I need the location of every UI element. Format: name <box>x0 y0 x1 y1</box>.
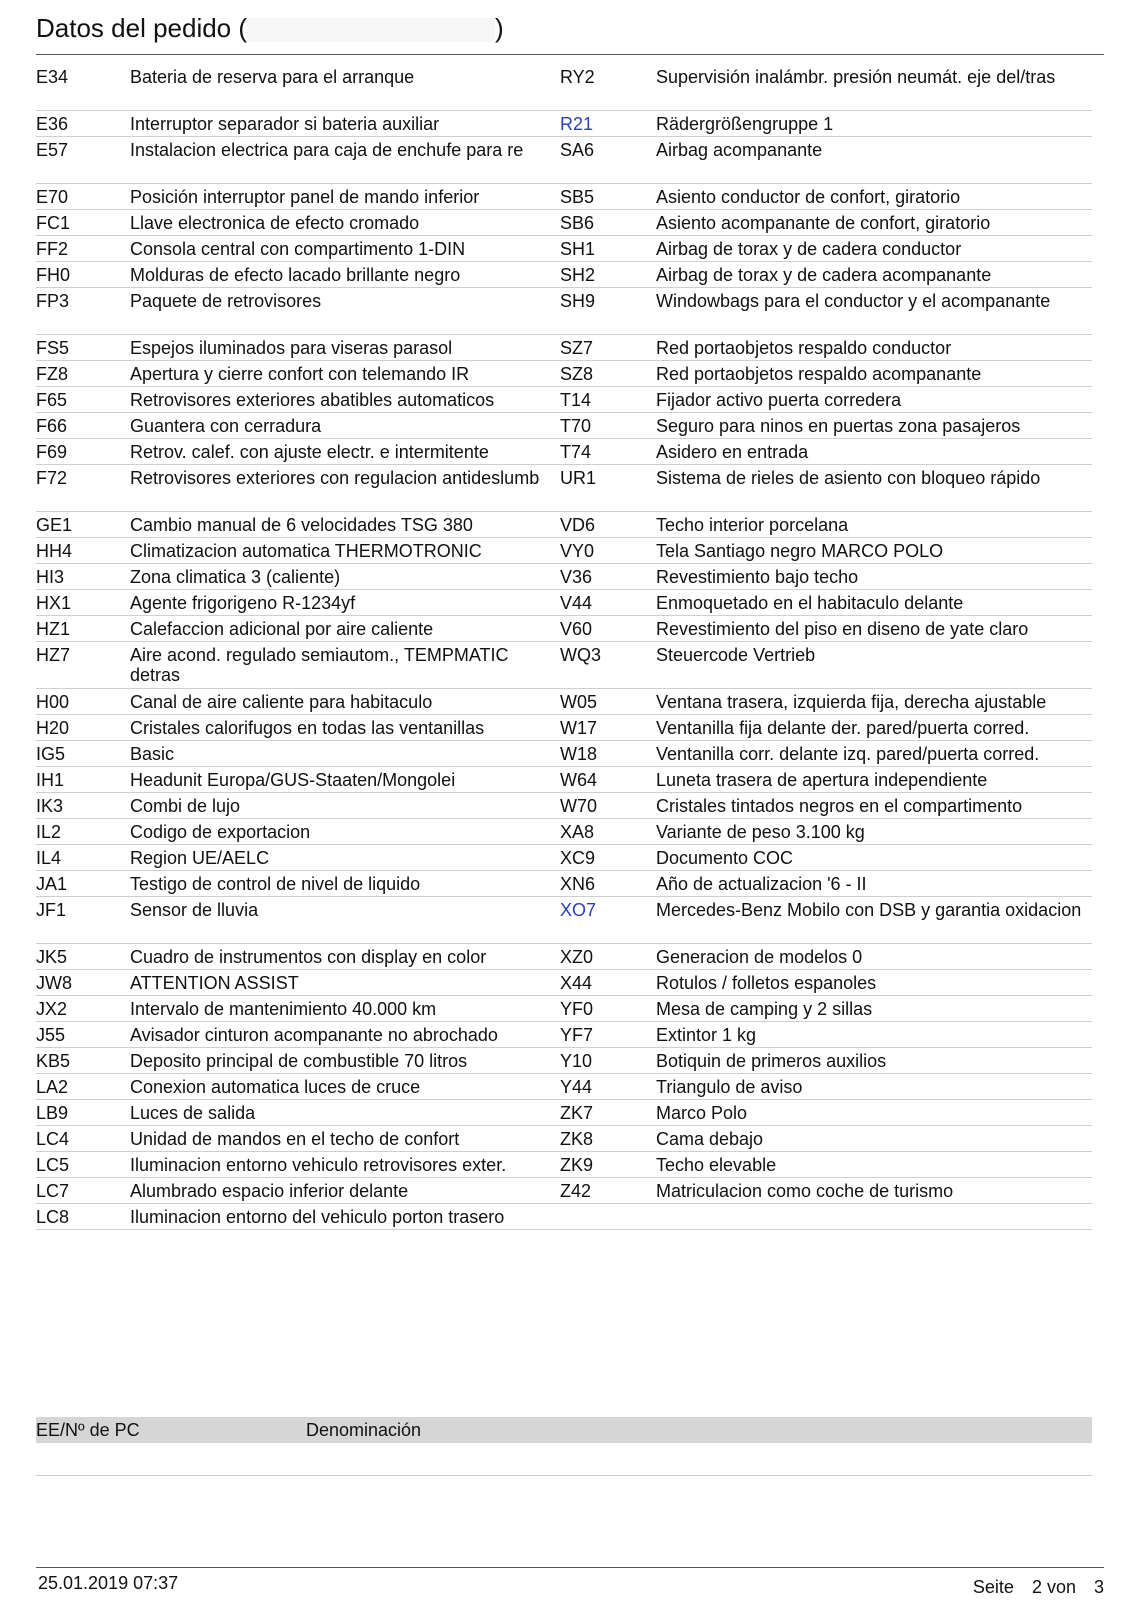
table-row <box>36 767 1092 793</box>
right-code-cell: V44 <box>560 593 593 613</box>
header-divider <box>36 54 1104 55</box>
table-row <box>36 1048 1092 1074</box>
right-description-cell: Extintor 1 kg <box>656 1025 757 1045</box>
left-code-cell: FP3 <box>36 291 70 311</box>
right-description-cell: Red portaobjetos respaldo conductor <box>656 338 952 358</box>
right-description-cell: Airbag de torax y de cadera acompanante <box>656 265 992 285</box>
right-code-cell: RY2 <box>560 67 595 87</box>
right-description-cell: Documento COC <box>656 848 794 868</box>
document-header <box>36 12 1104 44</box>
right-code-cell: VY0 <box>560 541 595 561</box>
left-description-cell: Climatizacion automatica THERMOTRONIC <box>130 541 482 561</box>
left-code-cell: H20 <box>36 718 70 738</box>
right-description-cell: Revestimiento del piso en diseno de yate claro <box>656 619 1029 639</box>
right-description-cell: Sistema de rieles de asiento con bloqueo rápido <box>656 468 1041 488</box>
title-suffix: ) <box>495 13 504 43</box>
left-code-cell: FS5 <box>36 338 70 358</box>
title-prefix: Datos del pedido ( <box>36 13 248 43</box>
table-row <box>36 1126 1092 1152</box>
right-description-cell: Ventana trasera, izquierda fija, derecha ajustable <box>656 692 1047 712</box>
right-description-cell: Botiquin de primeros auxilios <box>656 1051 887 1071</box>
right-description-cell: Seguro para ninos en puertas zona pasajeros <box>656 416 1021 436</box>
right-code-cell: UR1 <box>560 468 597 488</box>
table-row <box>36 741 1092 767</box>
left-code-cell: IL2 <box>36 822 62 842</box>
page-title <box>36 12 1104 44</box>
left-description-cell: ATTENTION ASSIST <box>130 973 299 993</box>
right-description-cell: Generacion de modelos 0 <box>656 947 863 967</box>
left-description-cell: Calefaccion adicional por aire caliente <box>130 619 434 639</box>
right-description-cell: Variante de peso 3.100 kg <box>656 822 865 842</box>
right-description-cell: Marco Polo <box>656 1103 748 1123</box>
right-code-cell: SZ8 <box>560 364 594 384</box>
right-code-cell: W70 <box>560 796 598 816</box>
right-code-cell: Y10 <box>560 1051 593 1071</box>
left-code-cell: LC5 <box>36 1155 70 1175</box>
right-description-cell: Red portaobjetos respaldo acompanante <box>656 364 982 384</box>
right-description-cell: Ventanilla corr. delante izq. pared/puerta corred. <box>656 744 1040 764</box>
right-description-cell: Revestimiento bajo techo <box>656 567 859 587</box>
right-code-cell: Y44 <box>560 1077 593 1097</box>
page-word: Seite <box>972 1577 1014 1597</box>
right-code-cell: W64 <box>560 770 598 790</box>
table-row <box>36 413 1092 439</box>
right-code-cell: XC9 <box>560 848 596 868</box>
left-code-cell: HZ1 <box>36 619 71 639</box>
pc-table-header <box>36 1417 1092 1443</box>
right-code-cell: V36 <box>560 567 593 587</box>
left-description-cell: Molduras de efecto lacado brillante negro <box>130 265 461 285</box>
right-code-cell: ZK8 <box>560 1129 594 1149</box>
right-code-cell: ZK7 <box>560 1103 594 1123</box>
table-row <box>36 262 1092 288</box>
right-code-cell: XA8 <box>560 822 595 842</box>
table-row <box>36 1152 1092 1178</box>
right-code-cell: SH1 <box>560 239 596 259</box>
left-description-cell: Region UE/AELC <box>130 848 270 868</box>
left-description-cell: Cristales calorifugos en todas las ventanillas <box>130 718 485 738</box>
right-code-cell: R21 <box>560 114 594 134</box>
right-description-cell: Enmoquetado en el habitaculo delante <box>656 593 964 613</box>
left-description-cell: Combi de lujo <box>130 796 241 816</box>
right-description-cell: Tela Santiago negro MARCO POLO <box>656 541 944 561</box>
right-code-cell <box>560 1207 656 1229</box>
table-row <box>36 137 1092 184</box>
left-description-cell: Retrov. calef. con ajuste electr. e intermitente <box>130 442 489 462</box>
right-code-cell: XO7 <box>560 900 597 920</box>
left-code-cell: JW8 <box>36 973 72 993</box>
right-code-cell: SH2 <box>560 265 596 285</box>
right-description-cell: Windowbags para el conductor y el acompanante <box>656 291 1051 311</box>
right-code-cell: W17 <box>560 718 598 738</box>
left-description-cell: Retrovisores exteriores abatibles automaticos <box>130 390 495 410</box>
right-code-cell: X44 <box>560 973 593 993</box>
right-code-cell: XN6 <box>560 874 596 894</box>
right-code-cell: WQ3 <box>560 645 602 665</box>
right-code-cell: T70 <box>560 416 592 436</box>
left-code-cell: F65 <box>36 390 68 410</box>
right-description-cell: Fijador activo puerta corredera <box>656 390 902 410</box>
left-description-cell: Paquete de retrovisores <box>130 291 322 311</box>
right-code-cell: SH9 <box>560 291 596 311</box>
left-description-cell: Testigo de control de nivel de liquido <box>130 874 421 894</box>
right-code-cell: YF0 <box>560 999 594 1019</box>
right-code-cell: SA6 <box>560 140 595 160</box>
table-row <box>36 111 1092 137</box>
page-total: 3 <box>1093 1577 1104 1597</box>
left-code-cell: LC8 <box>36 1207 70 1227</box>
left-code-cell: F69 <box>36 442 68 462</box>
left-description-cell: Canal de aire caliente para habitaculo <box>130 692 433 712</box>
table-row <box>36 944 1092 970</box>
right-description-cell: Rotulos / folletos espanoles <box>656 973 877 993</box>
right-code-cell: V60 <box>560 619 593 639</box>
left-code-cell: GE1 <box>36 515 73 535</box>
right-description-cell: Techo elevable <box>656 1155 777 1175</box>
left-description-cell: Sensor de lluvia <box>130 900 259 920</box>
left-description-cell: Espejos iluminados para viseras parasol <box>130 338 453 358</box>
left-code-cell: LC4 <box>36 1129 70 1149</box>
table-row <box>36 642 1092 689</box>
left-code-cell: F66 <box>36 416 68 436</box>
left-description-cell: Interruptor separador si bateria auxiliar <box>130 114 440 134</box>
left-description-cell: Alumbrado espacio inferior delante <box>130 1181 409 1201</box>
left-code-cell: HH4 <box>36 541 73 561</box>
left-code-cell: JK5 <box>36 947 68 967</box>
print-datetime: 25.01.2019 07:37 <box>38 1573 179 1593</box>
table-row <box>36 715 1092 741</box>
table-row <box>36 288 1092 335</box>
left-code-cell: KB5 <box>36 1051 71 1071</box>
left-code-cell: H00 <box>36 692 70 712</box>
table-row <box>36 361 1092 387</box>
right-description-cell: Steuercode Vertrieb <box>656 645 816 665</box>
left-description-cell: Bateria de reserva para el arranque <box>130 67 415 87</box>
left-code-cell: J55 <box>36 1025 66 1045</box>
table-row <box>36 1022 1092 1048</box>
left-code-cell: FC1 <box>36 213 71 233</box>
right-description-cell <box>656 1207 1092 1229</box>
left-code-cell: E70 <box>36 187 69 207</box>
table-row <box>36 335 1092 361</box>
right-description-cell: Rädergrößengruppe 1 <box>656 114 834 134</box>
left-code-cell: HI3 <box>36 567 65 587</box>
table-row <box>36 439 1092 465</box>
table-row <box>36 616 1092 642</box>
table-row <box>36 387 1092 413</box>
left-code-cell: E36 <box>36 114 69 134</box>
right-code-cell: YF7 <box>560 1025 594 1045</box>
right-description-cell: Airbag acompanante <box>656 140 823 160</box>
right-description-cell: Asiento conductor de confort, giratorio <box>656 187 961 207</box>
table-row <box>36 996 1092 1022</box>
table-row <box>36 590 1092 616</box>
table-row <box>36 236 1092 262</box>
left-description-cell: Instalacion electrica para caja de enchufe para re <box>130 140 524 160</box>
left-description-cell: Llave electronica de efecto cromado <box>130 213 420 233</box>
left-description-cell: Intervalo de mantenimiento 40.000 km <box>130 999 437 1019</box>
left-code-cell: HX1 <box>36 593 72 613</box>
table-row <box>36 970 1092 996</box>
left-code-cell: JX2 <box>36 999 68 1019</box>
page-number: 2 von <box>1031 1577 1076 1597</box>
pc-number-column-header: EE/Nº de PC <box>36 1420 140 1440</box>
right-description-cell: Techo interior porcelana <box>656 515 849 535</box>
table-row <box>36 465 1092 512</box>
footer-divider <box>36 1567 1104 1568</box>
left-description-cell: Conexion automatica luces de cruce <box>130 1077 421 1097</box>
right-code-cell: ZK9 <box>560 1155 594 1175</box>
right-code-cell: T74 <box>560 442 592 462</box>
right-description-cell: Triangulo de aviso <box>656 1077 803 1097</box>
right-description-cell: Luneta trasera de apertura independiente <box>656 770 988 790</box>
table-row <box>36 538 1092 564</box>
left-description-cell: Deposito principal de combustible 70 litros <box>130 1051 468 1071</box>
redacted-order-number <box>247 18 495 42</box>
table-row <box>36 1074 1092 1100</box>
left-code-cell: E57 <box>36 140 69 160</box>
left-code-cell: LC7 <box>36 1181 70 1201</box>
right-description-cell: Asiento acompanante de confort, giratorio <box>656 213 991 233</box>
pc-table-divider <box>36 1475 1092 1476</box>
right-description-cell: Matriculacion como coche de turismo <box>656 1181 954 1201</box>
designation-column-header: Denominación <box>306 1420 422 1440</box>
left-code-cell: IK3 <box>36 796 64 816</box>
right-description-cell: Cama debajo <box>656 1129 764 1149</box>
right-description-cell: Ventanilla fija delante der. pared/puerta corred. <box>656 718 1030 738</box>
right-code-cell: VD6 <box>560 515 596 535</box>
table-row <box>36 1178 1092 1204</box>
right-code-cell: SB6 <box>560 213 595 233</box>
left-description-cell: Posición interruptor panel de mando inferior <box>130 187 480 207</box>
left-description-cell: Iluminacion entorno vehiculo retrovisores exter. <box>130 1155 507 1175</box>
right-code-cell: T14 <box>560 390 592 410</box>
left-code-cell: HZ7 <box>36 645 71 665</box>
left-code-cell: IH1 <box>36 770 65 790</box>
table-row <box>36 210 1092 236</box>
right-code-cell: W05 <box>560 692 598 712</box>
left-description-cell: Aire acond. regulado semiautom., TEMPMATIC detras <box>130 645 509 685</box>
left-description-cell: Cambio manual de 6 velocidades TSG 380 <box>130 515 473 535</box>
left-description-cell: Retrovisores exteriores con regulacion antideslumb <box>130 468 540 488</box>
left-code-cell: JA1 <box>36 874 68 894</box>
table-row <box>36 819 1092 845</box>
table-row <box>36 564 1092 590</box>
left-description-cell: Basic <box>130 744 175 764</box>
left-description-cell: Codigo de exportacion <box>130 822 311 842</box>
code-table <box>36 64 1092 1230</box>
left-code-cell: FH0 <box>36 265 71 285</box>
table-row <box>36 184 1092 210</box>
left-code-cell: F72 <box>36 468 68 488</box>
left-description-cell: Iluminacion entorno del vehiculo porton trasero <box>130 1207 505 1227</box>
left-description-cell: Apertura y cierre confort con telemando IR <box>130 364 470 384</box>
right-description-cell: Año de actualizacion '6 - II <box>656 874 867 894</box>
left-description-cell: Unidad de mandos en el techo de confort <box>130 1129 460 1149</box>
left-description-cell: Luces de salida <box>130 1103 256 1123</box>
right-code-cell: SB5 <box>560 187 595 207</box>
left-description-cell: Agente frigorigeno R-1234yf <box>130 593 356 613</box>
table-row <box>36 845 1092 871</box>
left-code-cell: IL4 <box>36 848 62 868</box>
left-description-cell: Cuadro de instrumentos con display en color <box>130 947 487 967</box>
table-row <box>36 689 1092 715</box>
table-row <box>36 1100 1092 1126</box>
right-description-cell: Asidero en entrada <box>656 442 809 462</box>
right-description-cell: Cristales tintados negros en el compartimento <box>656 796 1023 816</box>
left-description-cell: Avisador cinturon acompanante no abrochado <box>130 1025 498 1045</box>
left-description-cell: Headunit Europa/GUS-Staaten/Mongolei <box>130 770 456 790</box>
right-code-cell: W18 <box>560 744 598 764</box>
left-code-cell: E34 <box>36 67 69 87</box>
table-row <box>36 793 1092 819</box>
left-code-cell: FF2 <box>36 239 69 259</box>
left-code-cell: LB9 <box>36 1103 69 1123</box>
right-code-cell: SZ7 <box>560 338 594 358</box>
page-indicator <box>955 1575 1104 1599</box>
table-row <box>36 64 1092 111</box>
right-code-cell: XZ0 <box>560 947 594 967</box>
right-description-cell: Mesa de camping y 2 sillas <box>656 999 873 1019</box>
right-description-cell: Airbag de torax y de cadera conductor <box>656 239 962 259</box>
left-code-cell: LA2 <box>36 1077 69 1097</box>
left-description-cell: Consola central con compartimento 1-DIN <box>130 239 466 259</box>
left-code-cell: FZ8 <box>36 364 69 384</box>
left-code-cell: JF1 <box>36 900 67 920</box>
table-row <box>36 897 1092 944</box>
left-code-cell: IG5 <box>36 744 66 764</box>
right-code-cell: Z42 <box>560 1181 592 1201</box>
table-row <box>36 871 1092 897</box>
right-description-cell: Mercedes-Benz Mobilo con DSB y garantia oxidacion <box>656 900 1082 920</box>
table-row <box>36 1204 1092 1230</box>
left-description-cell: Zona climatica 3 (caliente) <box>130 567 341 587</box>
left-description-cell: Guantera con cerradura <box>130 416 322 436</box>
right-description-cell: Supervisión inalámbr. presión neumát. eje del/tras <box>656 67 1056 87</box>
table-row <box>36 512 1092 538</box>
